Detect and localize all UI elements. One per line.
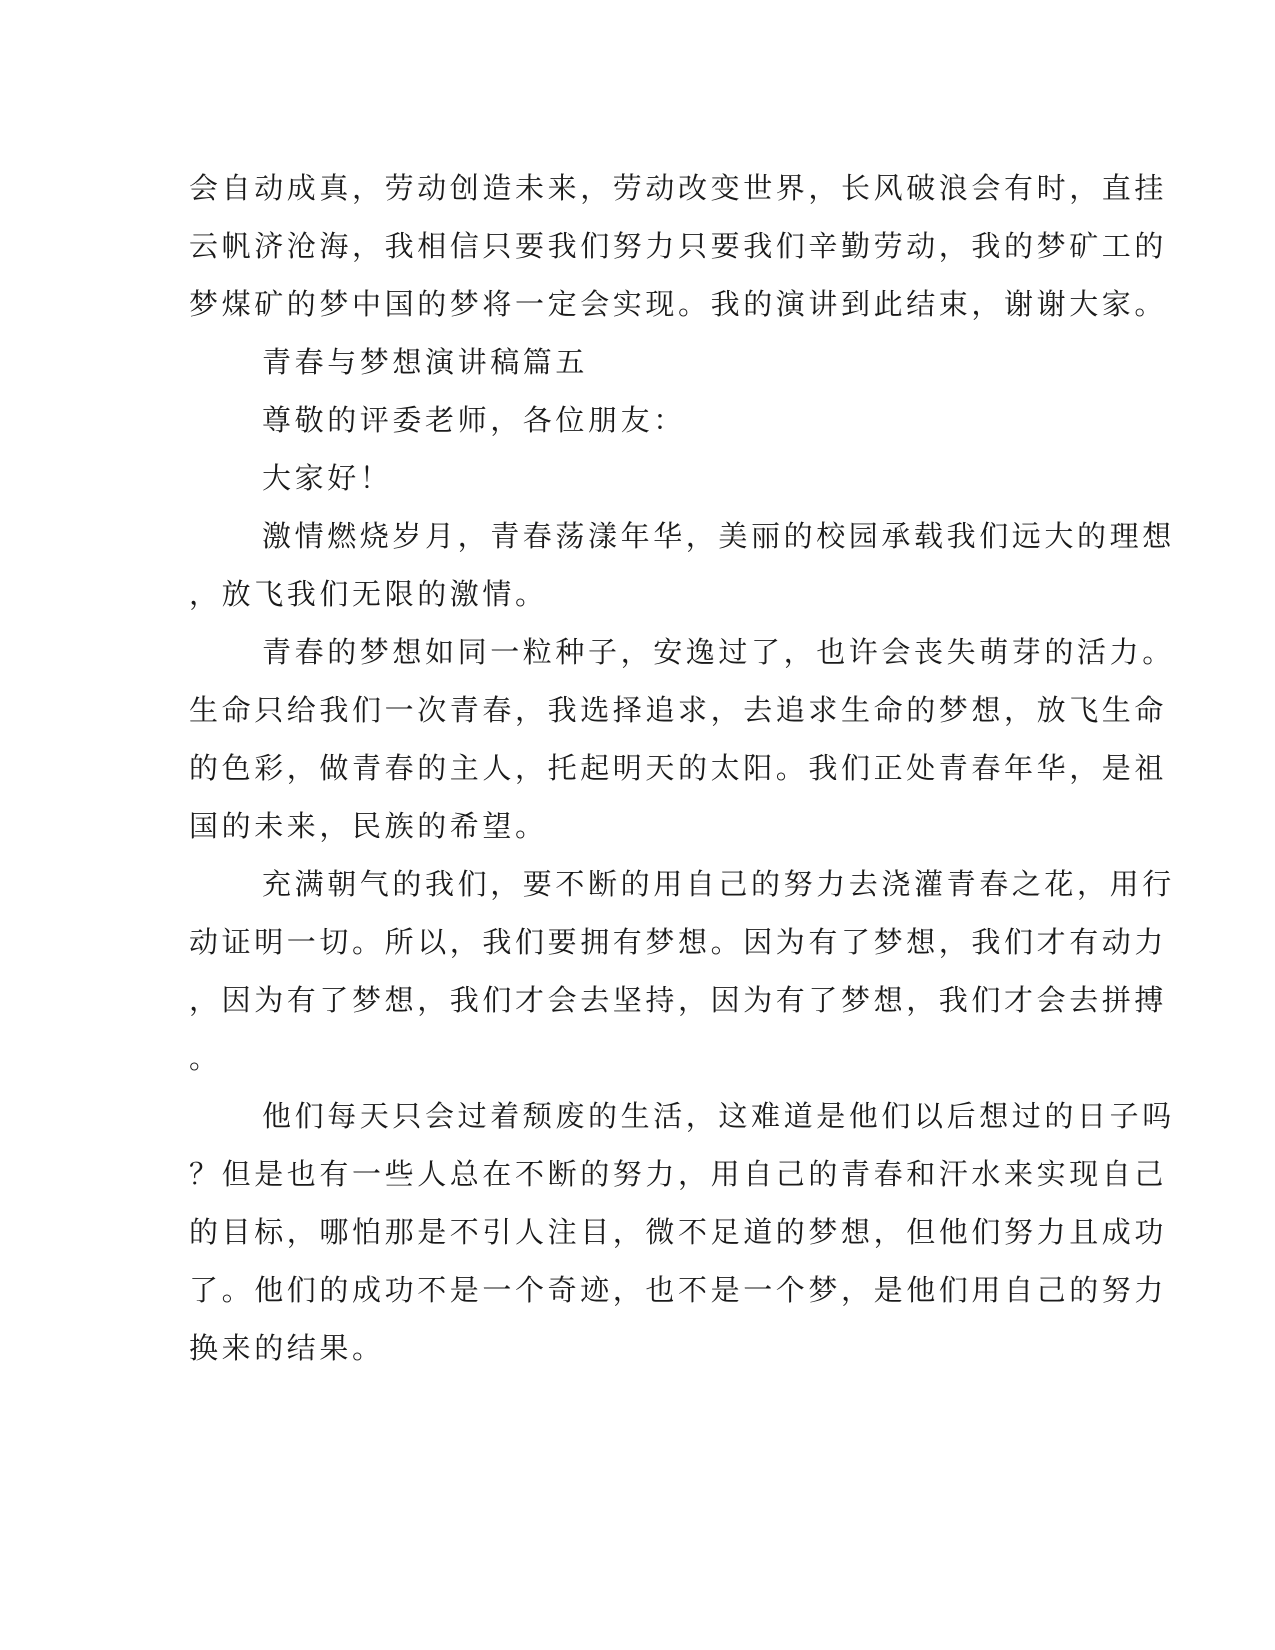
text-line: 生命只给我们一次青春，我选择追求，去追求生命的梦想，放飞生命 — [189, 693, 1168, 727]
text-line: 的色彩，做青春的主人，托起明天的太阳。我们正处青春年华，是祖 — [189, 751, 1168, 785]
section-heading: 青春与梦想演讲稿篇五 — [262, 345, 589, 379]
text-line: ，放飞我们无限的激情。 — [189, 577, 548, 611]
text-line: 激情燃烧岁月，青春荡漾年华，美丽的校园承载我们远大的理想 — [262, 519, 1175, 553]
text-line: 了。他们的成功不是一个奇迹，也不是一个梦，是他们用自己的努力 — [189, 1273, 1168, 1307]
text-line: 充满朝气的我们，要不断的用自己的努力去浇灌青春之花，用行 — [262, 867, 1175, 901]
text-line: ，因为有了梦想，我们才会去坚持，因为有了梦想，我们才会去拼搏 — [189, 983, 1168, 1017]
greeting: 大家好！ — [262, 461, 393, 495]
text-line: 会自动成真，劳动创造未来，劳动改变世界，长风破浪会有时，直挂 — [189, 171, 1168, 205]
text-line: ？但是也有一些人总在不断的努力，用自己的青春和汗水来实现自己 — [189, 1157, 1168, 1191]
text-line: 动证明一切。所以，我们要拥有梦想。因为有了梦想，我们才有动力 — [189, 925, 1168, 959]
text-line: 青春的梦想如同一粒种子，安逸过了，也许会丧失萌芽的活力。 — [262, 635, 1175, 669]
salutation: 尊敬的评委老师，各位朋友： — [262, 403, 686, 437]
text-line: 云帆济沧海，我相信只要我们努力只要我们辛勤劳动，我的梦矿工的 — [189, 229, 1168, 263]
text-line: 他们每天只会过着颓废的生活，这难道是他们以后想过的日子吗 — [262, 1099, 1175, 1133]
text-line: 国的未来，民族的希望。 — [189, 809, 548, 843]
text-line: 。 — [189, 1041, 222, 1075]
text-line: 梦煤矿的梦中国的梦将一定会实现。我的演讲到此结束，谢谢大家。 — [189, 287, 1168, 321]
text-line: 换来的结果。 — [189, 1331, 385, 1365]
text-line: 的目标，哪怕那是不引人注目，微不足道的梦想，但他们努力且成功 — [189, 1215, 1168, 1249]
